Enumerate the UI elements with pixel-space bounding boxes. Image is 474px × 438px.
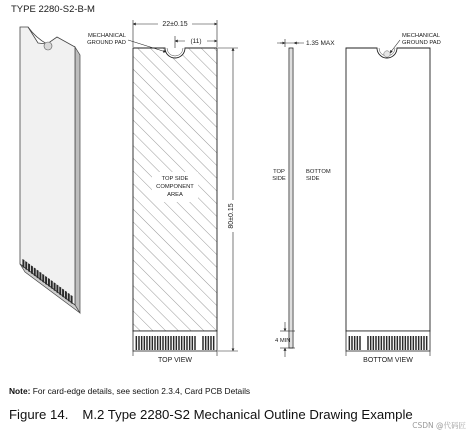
contact-finger [136,336,137,350]
contact-finger [181,336,182,350]
contact-finger [354,336,355,350]
contact-finger [192,336,193,350]
contact-finger [170,336,171,350]
contact-finger [423,336,424,350]
notch-offset-dimension-label: (11) [190,38,202,45]
contact-finger [389,336,390,350]
top-pad-label-line1: MECHANICAL [87,33,126,39]
contact-finger [410,336,411,350]
contact-finger [178,336,179,350]
contact-finger [146,336,147,350]
contact-finger [405,336,406,350]
contact-finger [157,336,158,350]
contact-finger [31,265,33,274]
figure-caption [9,407,413,422]
contact-finger [162,336,163,350]
contact-finger [65,291,67,300]
contact-finger [37,270,39,279]
contact-finger [202,336,203,350]
contact-finger [373,336,374,350]
contact-finger [397,336,398,350]
width-dimension-label: 22±0.15 [162,21,188,28]
contact-finger [168,336,169,350]
top-view-label: TOP VIEW [158,357,192,364]
contact-finger [68,293,70,302]
top-view [87,18,238,364]
side-view [272,39,335,357]
bottom-pad-label-line1: MECHANICAL [402,33,441,39]
isometric-card-view [20,27,80,313]
contact-finger [186,336,187,350]
component-area-label-line2: COMPONENT [156,184,194,190]
thickness-dimension-label: 1.35 MAX [306,40,335,47]
contact-finger [381,336,382,350]
edge-dimension-label: 4 MIN [275,338,291,344]
top-pad-label-line2: GROUND PAD [87,40,126,46]
bottom-pad-label-line2: GROUND PAD [402,40,441,46]
contact-finger [351,336,352,350]
contact-finger [173,336,174,350]
contact-finger [357,336,358,350]
contact-finger [165,336,166,350]
contact-finger [205,336,206,350]
contact-finger [71,295,73,304]
contact-finger [349,336,350,350]
contact-finger [39,272,41,281]
contact-finger [391,336,392,350]
contact-finger [402,336,403,350]
contact-finger [62,289,64,298]
contact-finger [421,336,422,350]
contact-finger [394,336,395,350]
figure-title: M.2 Type 2280-S2 Mechanical Outline Drawing Example [82,407,413,422]
contact-finger [413,336,414,350]
contact-finger [210,336,211,350]
contact-finger [141,336,142,350]
contact-finger [386,336,387,350]
contact-finger [42,274,44,283]
note-text: For card-edge details, see section 2.3.4, Card PCB Details [30,386,251,396]
bottom-view-label: BOTTOM VIEW [363,357,413,364]
note-label: Note: [9,386,31,396]
contact-finger [184,336,185,350]
note [9,386,250,396]
contact-finger [28,263,30,272]
bottom-side-label-line2: SIDE [306,176,320,182]
contact-finger [144,336,145,350]
top-side-label-line1: TOP [273,169,285,175]
top-side-label-line2: SIDE [272,176,286,182]
contact-finger [160,336,161,350]
bottom-view [346,33,441,364]
contact-finger [208,336,209,350]
contact-finger [194,336,195,350]
type-label: TYPE 2280-S2-B-M [11,4,95,15]
contact-finger [415,336,416,350]
contact-finger [189,336,190,350]
length-dimension-label: 80±0.15 [228,203,235,229]
contact-finger [152,336,153,350]
contact-finger [375,336,376,350]
bottom-side-label-line1: BOTTOM [306,169,331,175]
contact-finger [407,336,408,350]
contact-finger [418,336,419,350]
contact-finger [399,336,400,350]
contact-finger [56,284,58,293]
contact-finger [213,336,214,350]
contact-finger [176,336,177,350]
contact-finger [383,336,384,350]
component-area-label-line1: TOP SIDE [161,176,189,182]
contact-finger [426,336,427,350]
contact-finger [378,336,379,350]
contact-finger [370,336,371,350]
contact-finger [54,282,56,291]
component-area-label-line3: AREA [167,192,183,198]
contact-finger [51,280,53,289]
contact-finger [59,287,61,296]
contact-finger [22,259,24,268]
contact-finger [154,336,155,350]
figure-number: Figure 14. [9,407,69,422]
contact-finger [45,276,47,285]
watermark: CSDN @代码匠 [412,421,466,430]
contact-finger [25,261,27,270]
contact-finger [138,336,139,350]
contact-finger [34,268,36,277]
contact-finger [48,278,50,287]
contact-finger [359,336,360,350]
contact-finger [149,336,150,350]
contact-finger [367,336,368,350]
